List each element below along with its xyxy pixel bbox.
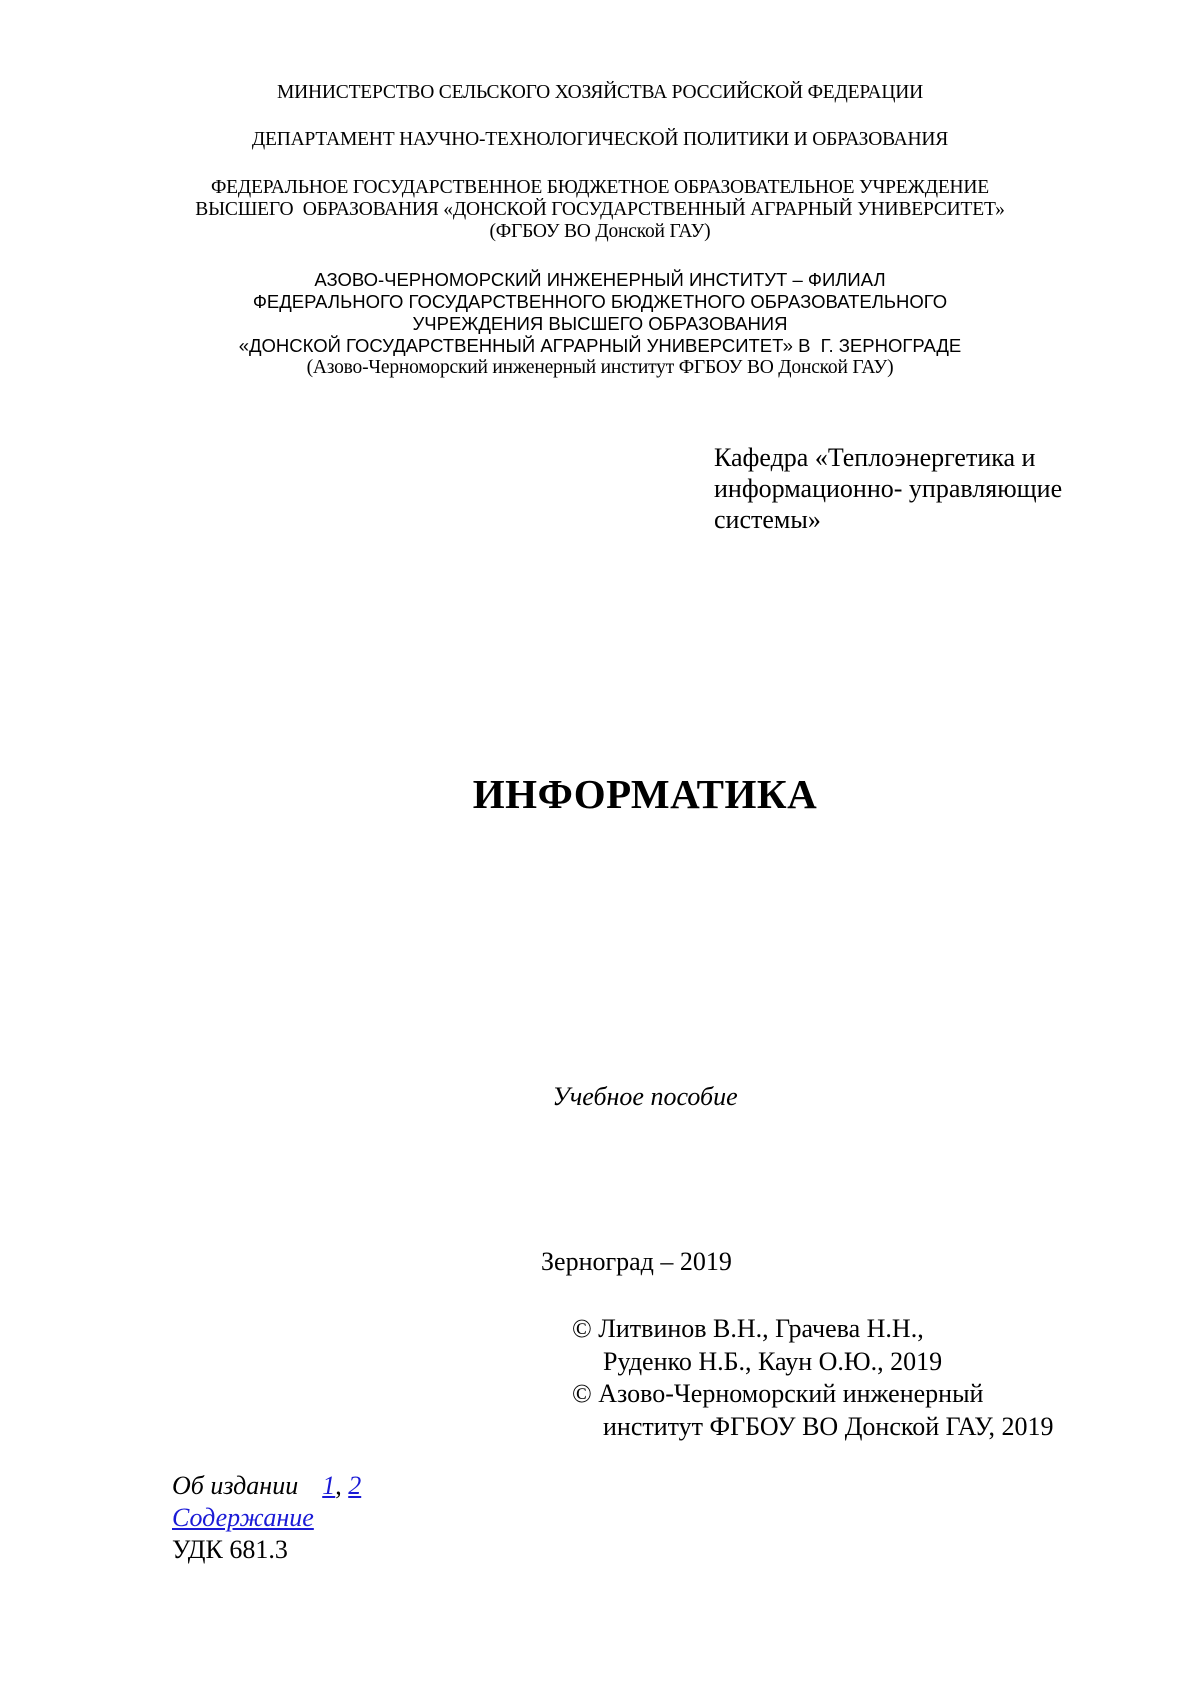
udk-row xyxy=(172,1534,361,1566)
university-line-2: ВЫСШЕГО ОБРАЗОВАНИЯ «ДОНСКОЙ ГОСУДАРСТВЕННЫЙ АГРАРНЫЙ УНИВЕРСИТЕТ» xyxy=(195,199,1005,220)
chair-line-1: Кафедра «Теплоэнергетика и xyxy=(714,443,1036,472)
institute-block xyxy=(0,269,1200,379)
copyright-block xyxy=(572,1313,1053,1443)
chair-line-2: информационно- управляющие xyxy=(714,474,1063,503)
university-block xyxy=(0,177,1200,243)
department-text: ДЕПАРТАМЕНТ НАУЧНО-ТЕХНОЛОГИЧЕСКОЙ ПОЛИТИКИ И ОБРАЗОВАНИЯ xyxy=(251,129,949,150)
about-row xyxy=(172,1470,361,1502)
institute-line-5: (Азово-Черноморский инженерный институт ФГБОУ ВО Донской ГАУ) xyxy=(306,357,894,378)
university-line-3: (ФГБОУ ВО Донской ГАУ) xyxy=(489,221,711,242)
about-separator: , xyxy=(335,1471,342,1500)
ministry-text: МИНИСТЕРСТВО СЕЛЬСКОГО ХОЗЯЙСТВА РОССИЙСКОЙ ФЕДЕРАЦИИ xyxy=(276,82,924,103)
institute-line-4: «ДОНСКОЙ ГОСУДАРСТВЕННЫЙ АГРАРНЫЙ УНИВЕРСИТЕТ» В Г. ЗЕРНОГРАДЕ xyxy=(238,335,962,356)
city-year: Зерноград – 2019 xyxy=(541,1247,732,1276)
university-line-1: ФЕДЕРАЛЬНОЕ ГОСУДАРСТВЕННОЕ БЮДЖЕТНОЕ ОБРАЗОВАТЕЛЬНОЕ УЧРЕЖДЕНИЕ xyxy=(210,177,990,198)
footer-block xyxy=(172,1470,361,1566)
chair-line-3: системы» xyxy=(714,505,821,534)
about-link-2[interactable]: 2 xyxy=(348,1471,362,1500)
udk-code: УДК 681.3 xyxy=(172,1535,288,1564)
contents-link[interactable]: Содержание xyxy=(172,1503,314,1532)
document-subtitle: Учебное пособие xyxy=(552,1082,738,1111)
document-title: ИНФОРМАТИКА xyxy=(472,771,818,817)
institute-line-3: УЧРЕЖДЕНИЯ ВЫСШЕГО ОБРАЗОВАНИЯ xyxy=(412,313,788,334)
department-line xyxy=(0,129,1200,151)
about-label: Об издании xyxy=(172,1471,299,1500)
copyright-line-1: © Литвинов В.Н., Грачева Н.Н., xyxy=(572,1314,924,1343)
contents-row xyxy=(172,1502,361,1534)
institute-line-2: ФЕДЕРАЛЬНОГО ГОСУДАРСТВЕННОГО БЮДЖЕТНОГО ОБРАЗОВАТЕЛЬНОГО xyxy=(252,291,948,312)
copyright-line-4: институт ФГБОУ ВО Донской ГАУ, 2019 xyxy=(603,1411,1054,1441)
about-link-1[interactable]: 1 xyxy=(322,1471,336,1500)
copyright-line-2: Руденко Н.Б., Каун О.Ю., 2019 xyxy=(603,1346,943,1376)
ministry-line xyxy=(0,82,1200,104)
copyright-line-3: © Азово-Черноморский инженерный xyxy=(572,1379,984,1408)
institute-line-1: АЗОВО-ЧЕРНОМОРСКИЙ ИНЖЕНЕРНЫЙ ИНСТИТУТ – ФИЛИАЛ xyxy=(314,269,886,290)
chair-block xyxy=(714,442,1144,535)
